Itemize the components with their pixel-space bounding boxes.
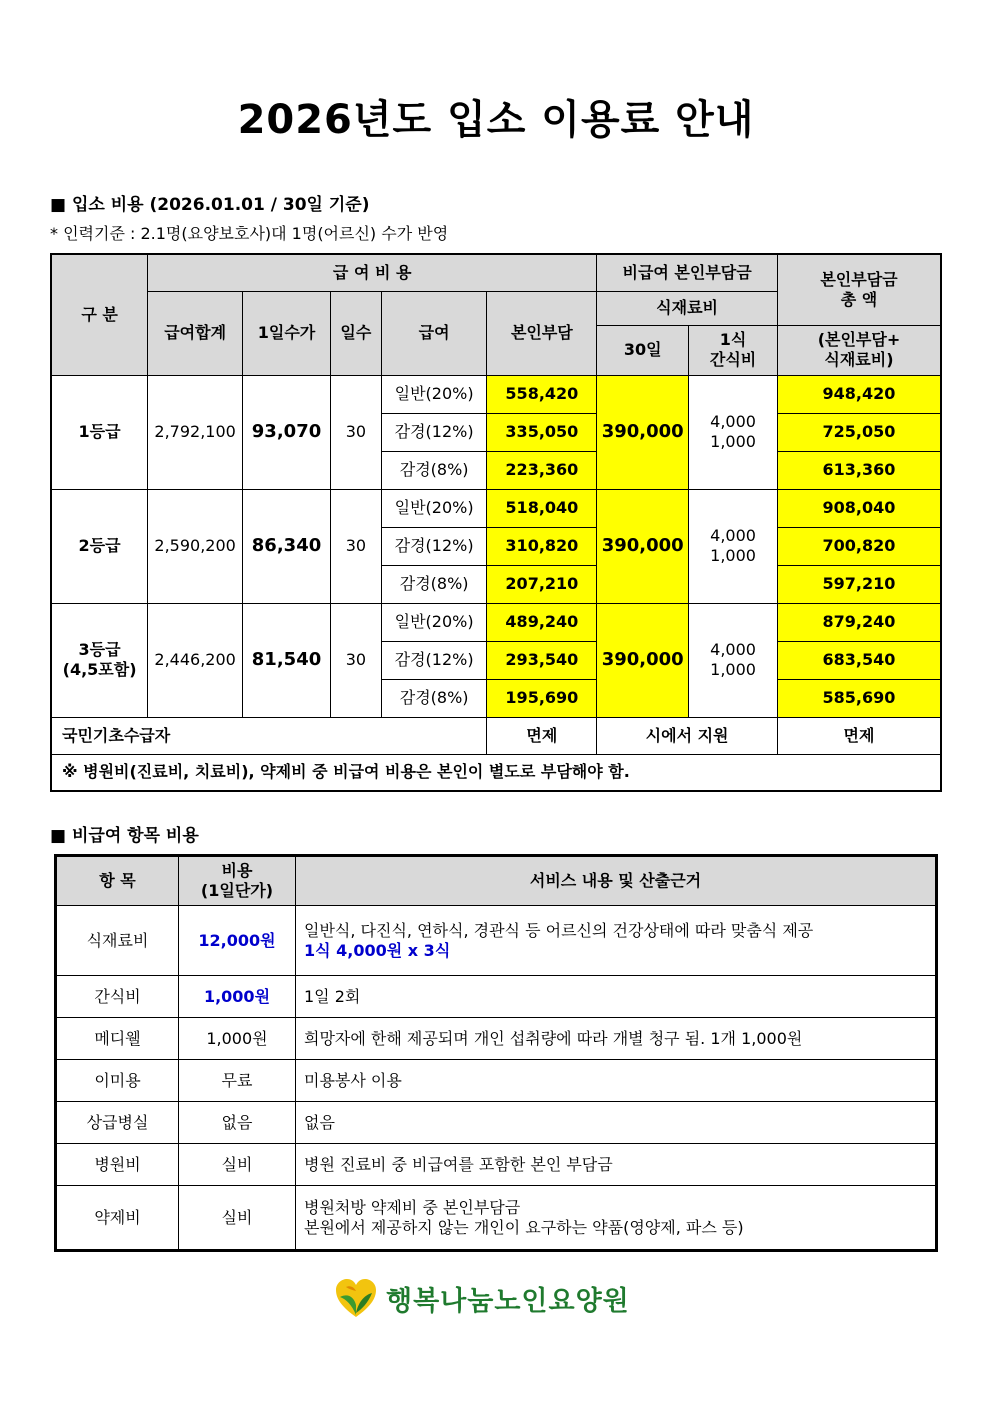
self-pay: 558,420 xyxy=(487,375,597,413)
grade-name: 1등급 xyxy=(51,375,148,489)
item-desc: 없음 xyxy=(296,1102,937,1144)
self-pay: 207,210 xyxy=(487,565,597,603)
section1-heading: ■ 입소 비용 (2026.01.01 / 30일 기준) xyxy=(50,195,370,215)
total-amount: 683,540 xyxy=(777,641,941,679)
table-row xyxy=(51,717,941,754)
item-desc: 미용봉사 이용 xyxy=(296,1060,937,1102)
header-meal-snack: 1식 간식비 xyxy=(689,325,778,375)
item-cost: 실비 xyxy=(179,1186,296,1251)
table-row xyxy=(56,1144,937,1186)
item-name: 병원비 xyxy=(56,1144,179,1186)
self-pay: 489,240 xyxy=(487,603,597,641)
total-amount: 948,420 xyxy=(777,375,941,413)
self-pay: 335,050 xyxy=(487,413,597,451)
benefit-type: 감경(12%) xyxy=(381,527,487,565)
meal-snack-cost: 4,000 1,000 xyxy=(689,603,778,717)
item-desc: 병원 진료비 중 비급여를 포함한 본인 부담금 xyxy=(296,1144,937,1186)
item-name: 간식비 xyxy=(56,976,179,1018)
days: 30 xyxy=(330,603,381,717)
header-30days: 30일 xyxy=(597,325,689,375)
header-days: 일수 xyxy=(330,291,381,375)
benefit-type: 감경(12%) xyxy=(381,413,487,451)
self-pay: 310,820 xyxy=(487,527,597,565)
item-name: 메디웰 xyxy=(56,1018,179,1060)
table1-footnote: ※ 병원비(진료비, 치료비), 약제비 중 비급여 비용은 본인이 별도로 부담해야 함. xyxy=(51,754,941,791)
daily-fee: 93,070 xyxy=(243,375,331,489)
benefit-type: 감경(8%) xyxy=(381,679,487,717)
item-cost: 실비 xyxy=(179,1144,296,1186)
benefit-total: 2,446,200 xyxy=(148,603,243,717)
self-pay: 195,690 xyxy=(487,679,597,717)
item-cost: 1,000원 xyxy=(179,976,296,1018)
benefit-total: 2,792,100 xyxy=(148,375,243,489)
table-row xyxy=(56,1060,937,1102)
item-desc-line: 1식 4,000원 x 3식 xyxy=(304,940,451,960)
basic-recipient-label: 국민기초수급자 xyxy=(51,717,487,754)
food-30days: 390,000 xyxy=(597,375,689,489)
section1-note: * 인력기준 : 2.1명(요양보호사)대 1명(어르신) 수가 반영 xyxy=(50,224,449,243)
meal-snack-cost: 4,000 1,000 xyxy=(689,375,778,489)
basic-food: 시에서 지원 xyxy=(597,717,778,754)
table-row xyxy=(51,754,941,791)
table-row xyxy=(56,1102,937,1144)
item-cost: 1,000원 xyxy=(179,1018,296,1060)
header-desc: 서비스 내용 및 산출근거 xyxy=(296,856,937,906)
header-item: 항 목 xyxy=(56,856,179,906)
table-row xyxy=(51,603,941,641)
grade-name: 3등급 (4,5포함) xyxy=(51,603,148,717)
daily-fee: 86,340 xyxy=(243,489,331,603)
meal-snack-cost: 4,000 1,000 xyxy=(689,489,778,603)
table-row xyxy=(51,489,941,527)
total-amount: 879,240 xyxy=(777,603,941,641)
item-desc-line: 본원에서 제공하지 않는 개인이 요구하는 약품(영양제, 파스 등) xyxy=(304,1217,744,1237)
non-benefit-table xyxy=(54,854,938,1252)
self-pay: 223,360 xyxy=(487,451,597,489)
benefit-type: 감경(12%) xyxy=(381,641,487,679)
header-non-benefit: 비급여 본인부담금 xyxy=(597,254,778,291)
header-food-cost: 식재료비 xyxy=(597,291,778,325)
total-amount: 597,210 xyxy=(777,565,941,603)
table-row xyxy=(56,976,937,1018)
admission-fee-table xyxy=(50,253,942,792)
item-desc xyxy=(296,906,937,976)
benefit-type: 일반(20%) xyxy=(381,489,487,527)
basic-self-pay: 면제 xyxy=(487,717,597,754)
daily-fee: 81,540 xyxy=(243,603,331,717)
days: 30 xyxy=(330,489,381,603)
item-name: 상급병실 xyxy=(56,1102,179,1144)
header-daily-fee: 1일수가 xyxy=(243,291,331,375)
item-cost: 무료 xyxy=(179,1060,296,1102)
item-name: 식재료비 xyxy=(56,906,179,976)
total-amount: 613,360 xyxy=(777,451,941,489)
self-pay: 518,040 xyxy=(487,489,597,527)
item-cost: 12,000원 xyxy=(179,906,296,976)
header-total-sub: (본인부담+ 식재료비) xyxy=(777,325,941,375)
total-amount: 725,050 xyxy=(777,413,941,451)
header-cost: 비용 (1일단가) xyxy=(179,856,296,906)
item-desc-line: 일반식, 다진식, 연하식, 경관식 등 어르신의 건강상태에 따라 맞춤식 제공 xyxy=(304,920,814,940)
table-row xyxy=(56,1186,937,1251)
header-benefit: 급여 xyxy=(381,291,487,375)
total-amount: 700,820 xyxy=(777,527,941,565)
food-30days: 390,000 xyxy=(597,489,689,603)
benefit-type: 감경(8%) xyxy=(381,451,487,489)
heart-leaf-icon xyxy=(334,1277,378,1319)
self-pay: 293,540 xyxy=(487,641,597,679)
item-desc: 1일 2회 xyxy=(296,976,937,1018)
benefit-type: 감경(8%) xyxy=(381,565,487,603)
benefit-total: 2,590,200 xyxy=(148,489,243,603)
header-benefit-cost: 급 여 비 용 xyxy=(148,254,597,291)
table-row xyxy=(56,906,937,976)
page-title: 2026년도 입소 이용료 안내 xyxy=(237,97,755,143)
header-self-pay: 본인부담 xyxy=(487,291,597,375)
logo xyxy=(334,1276,630,1320)
table-row xyxy=(56,1018,937,1060)
benefit-type: 일반(20%) xyxy=(381,375,487,413)
grade-name: 2등급 xyxy=(51,489,148,603)
section2-heading: ■ 비급여 항목 비용 xyxy=(50,826,199,846)
header-benefit-total: 급여합계 xyxy=(148,291,243,375)
days: 30 xyxy=(330,375,381,489)
logo-text: 행복나눔노인요양원 xyxy=(386,1285,630,1317)
header-total: 본인부담금 총 액 xyxy=(777,254,941,325)
total-amount: 908,040 xyxy=(777,489,941,527)
table-row xyxy=(51,375,941,413)
item-cost: 없음 xyxy=(179,1102,296,1144)
item-name: 이미용 xyxy=(56,1060,179,1102)
food-30days: 390,000 xyxy=(597,603,689,717)
total-amount: 585,690 xyxy=(777,679,941,717)
header-category: 구 분 xyxy=(51,254,148,375)
basic-total: 면제 xyxy=(777,717,941,754)
benefit-type: 일반(20%) xyxy=(381,603,487,641)
item-desc: 희망자에 한해 제공되며 개인 섭취량에 따라 개별 청구 됨. 1개 1,000원 xyxy=(296,1018,937,1060)
item-name: 약제비 xyxy=(56,1186,179,1251)
item-desc xyxy=(296,1186,937,1251)
item-desc-line: 병원처방 약제비 중 본인부담금 xyxy=(304,1197,521,1217)
